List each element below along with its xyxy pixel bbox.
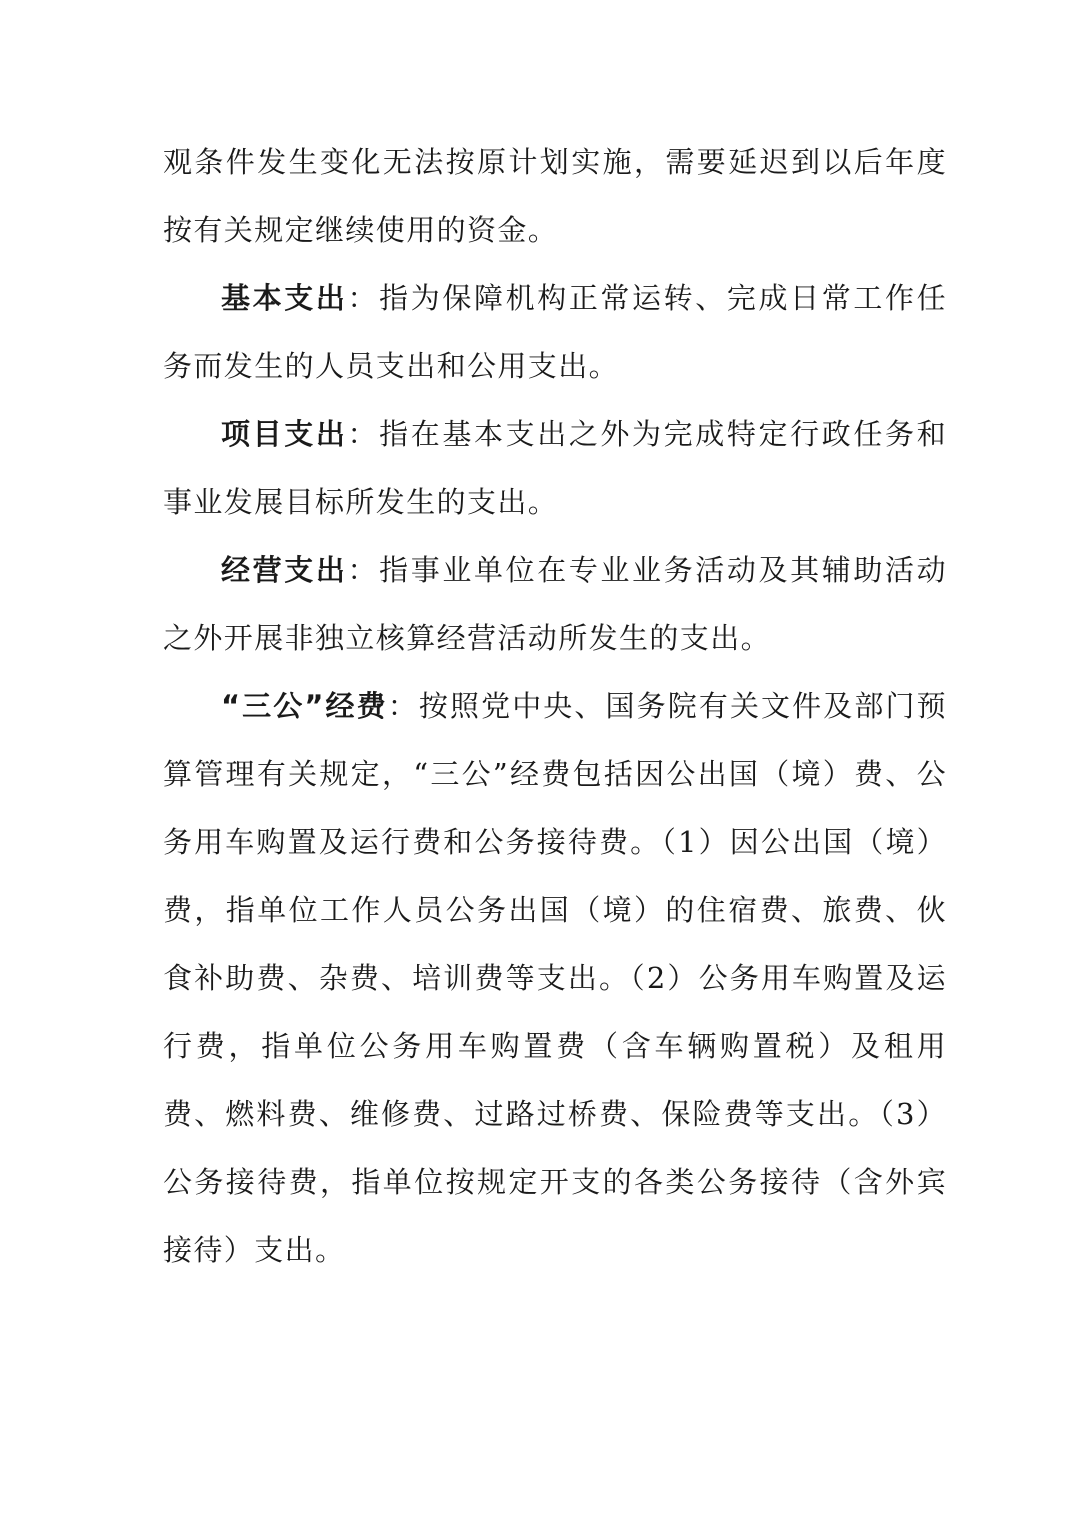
paragraph-operating-expenditure [163, 536, 947, 672]
paragraph-text: 指为保障机构正常运转、完成日常工作任务而发生的人员支出和公用支出。 [163, 281, 948, 383]
term-separator: ： [347, 553, 380, 587]
paragraph-three-public-expenses [163, 672, 947, 1284]
paragraph-basic-expenditure [163, 264, 947, 400]
term-basic-expenditure: 基本支出 [221, 281, 348, 315]
paragraph-text: 指在基本支出之外为完成特定行政任务和事业发展目标所发生的支出。 [163, 417, 948, 519]
term-separator: ： [387, 689, 419, 723]
term-separator: ： [347, 281, 380, 315]
paragraph-continuation [163, 128, 947, 264]
term-separator: ： [347, 417, 380, 451]
term-three-public-expenses: “三公”经费 [221, 689, 388, 723]
term-operating-expenditure: 经营支出 [221, 553, 348, 587]
term-project-expenditure: 项目支出 [221, 417, 348, 451]
paragraph-text: 观条件发生变化无法按原计划实施，需要延迟到以后年度按有关规定继续使用的资金。 [163, 145, 947, 247]
paragraph-text: 指事业单位在专业业务活动及其辅助活动之外开展非独立核算经营活动所发生的支出。 [163, 553, 948, 655]
paragraph-text: 按照党中央、国务院有关文件及部门预算管理有关规定，“三公”经费包括因公出国（境）费、公务用车购置及运行费和公务接待费。（1）因公出国（境）费，指单位工作人员公务出国（境）的住宿费、旅费、伙食补助费、杂费、培训费等支出。（2）公务用车购置及运行费，指单位公务用车购置费（含车辆购置税）及租用费、燃料费、维修费、过路过桥费、保险费等支出。（3）公务接待费，指单位按规定开支的各类公务接待（含外宾接待）支出。 [163, 689, 947, 1267]
paragraph-project-expenditure [163, 400, 947, 536]
document-body [163, 128, 947, 1284]
